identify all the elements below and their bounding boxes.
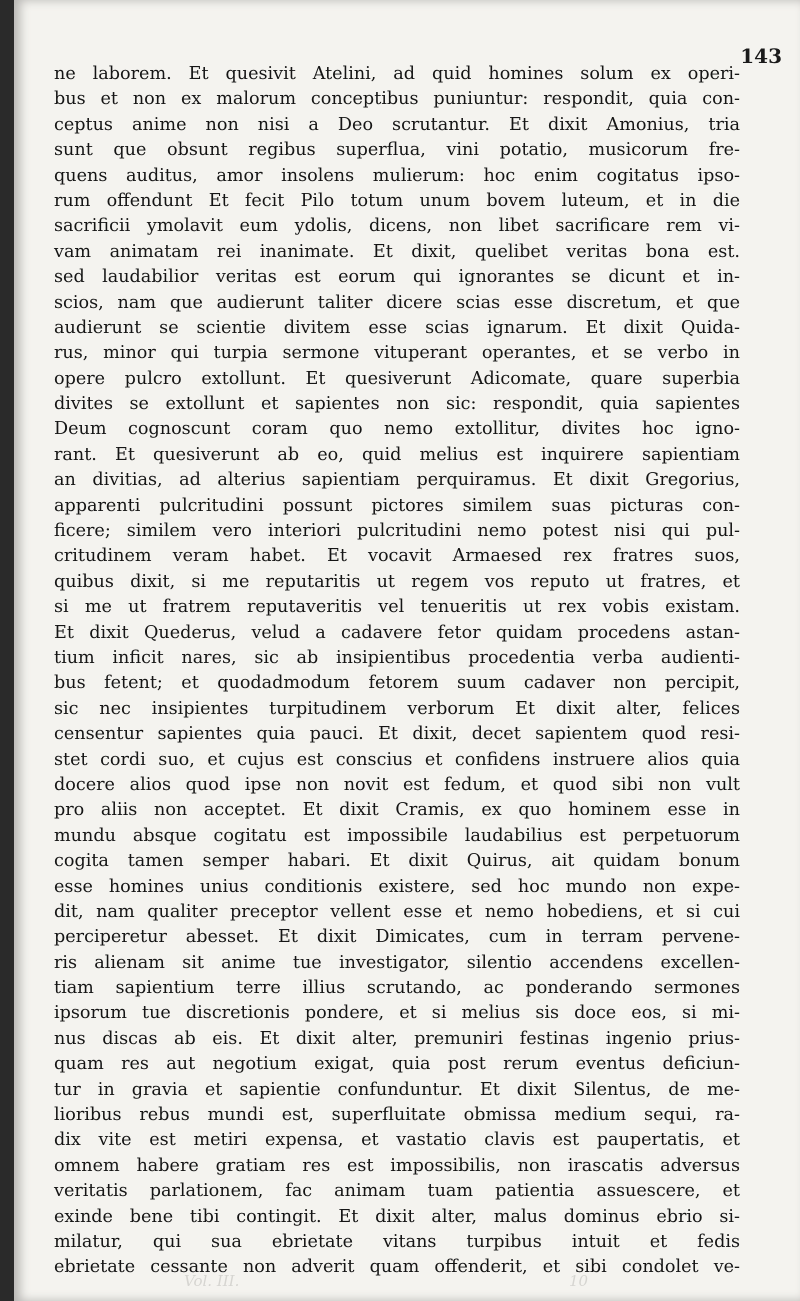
text-line: audierunt se scientie divitem esse scias ignarum. Et dixit Quida- [54, 317, 740, 338]
text-line: sunt que obsunt regibus superflua, vini potatio, musicorum fre- [54, 140, 740, 161]
text-line: veritatis parlationem, fac animam tuam patientia assuescere, et [54, 1181, 740, 1202]
body-text [54, 62, 740, 1281]
text-line: milatur, qui sua ebrietate vitans turpibus intuit et fedis [54, 1231, 740, 1252]
text-line: perciperetur abesset. Et dixit Dimicates, cum in terram pervene- [54, 927, 740, 948]
text-line: quam res aut negotium exigat, quia post rerum eventus deficiun- [54, 1054, 740, 1075]
text-line: tur in gravia et sapientie confunduntur. Et dixit Silentus, de me- [54, 1079, 740, 1100]
text-line: quens auditus, amor insolens mulierum: hoc enim cogitatus ipso- [54, 165, 740, 186]
text-line: bus et non ex malorum conceptibus puniuntur: respondit, quia con- [54, 89, 740, 110]
text-line: ris alienam sit anime tue investigator, silentio accendens excellen- [54, 952, 740, 973]
page-number: 143 [740, 44, 782, 68]
text-line: an divitias, ad alterius sapientiam perquiramus. Et dixit Gregorius, [54, 470, 740, 491]
text-line: quibus dixit, si me reputaritis ut regem vos reputo ut fratres, et [54, 571, 740, 592]
text-line: omnem habere gratiam res est impossibilis, non irascatis adversus [54, 1155, 740, 1176]
text-line: ficere; similem vero interiori pulcritudini nemo potest nisi qui pul- [54, 521, 740, 542]
footer-signature-right: 10 [569, 1272, 589, 1290]
text-line: divites se extollunt et sapientes non sic: respondit, quia sapientes [54, 394, 740, 415]
text-line: bus fetent; et quodadmodum fetorem suum cadaver non percipit, [54, 673, 740, 694]
text-line: ceptus anime non nisi a Deo scrutantur. Et dixit Amonius, tria [54, 114, 740, 135]
text-line: nus discas ab eis. Et dixit alter, premuniri festinas ingenio prius- [54, 1028, 740, 1049]
text-line: cogita tamen semper habari. Et dixit Quirus, ait quidam bonum [54, 851, 740, 872]
text-line: scios, nam que audierunt taliter dicere scias esse discretum, et que [54, 292, 740, 313]
text-line: opere pulcro extollunt. Et quesiverunt Adicomate, quare superbia [54, 368, 740, 389]
text-line: rant. Et quesiverunt ab eo, quid melius est inquirere sapientiam [54, 444, 740, 465]
text-line: ebrietate cessante non adverit quam offenderit, et sibi condolet ve- [54, 1257, 740, 1278]
text-line: sacrificii ymolavit eum ydolis, dicens, non libet sacrificare rem vi- [54, 216, 740, 237]
text-line: ipsorum tue discretionis pondere, et si melius sis doce eos, si mi- [54, 1003, 740, 1024]
text-line: Deum cognoscunt coram quo nemo extollitur, divites hoc igno- [54, 419, 740, 440]
text-line: lioribus rebus mundi est, superfluitate obmissa medium sequi, ra- [54, 1105, 740, 1126]
book-page [14, 0, 800, 1301]
text-line: apparenti pulcritudini possunt pictores similem suas picturas con- [54, 495, 740, 516]
text-line: Et dixit Quederus, velud a cadavere fetor quidam procedens astan- [54, 622, 740, 643]
text-line: rus, minor qui turpia sermone vituperant operantes, et se verbo in [54, 343, 740, 364]
text-line: sic nec insipientes turpitudinem verborum Et dixit alter, felices [54, 698, 740, 719]
text-line: vam animatam rei inanimate. Et dixit, quelibet veritas bona est. [54, 241, 740, 262]
text-line: pro aliis non acceptet. Et dixit Cramis, ex quo hominem esse in [54, 800, 740, 821]
text-line: sed laudabilior veritas est eorum qui ignorantes se dicunt et in- [54, 267, 740, 288]
text-line: si me ut fratrem reputaveritis vel tenueritis ut rex vobis existam. [54, 597, 740, 618]
text-line: critudinem veram habet. Et vocavit Armaesed rex fratres suos, [54, 546, 740, 567]
footer-signature-left: Vol. III. [184, 1272, 240, 1290]
text-line: tium inficit nares, sic ab insipientibus procedentia verba audienti- [54, 647, 740, 668]
text-line: rum offendunt Et fecit Pilo totum unum bovem luteum, et in die [54, 190, 740, 211]
text-line: dit, nam qualiter preceptor vellent esse et nemo hobediens, et si cui [54, 901, 740, 922]
text-line: esse homines unius conditionis existere, sed hoc mundo non expe- [54, 876, 740, 897]
text-line: censentur sapientes quia pauci. Et dixit, decet sapientem quod resi- [54, 724, 740, 745]
text-line: docere alios quod ipse non novit est fedum, et quod sibi non vult [54, 774, 740, 795]
text-line: stet cordi suo, et cujus est conscius et confidens instruere alios quia [54, 749, 740, 770]
text-line: mundu absque cogitatu est impossibile laudabilius est perpetuorum [54, 825, 740, 846]
text-line: dix vite est metiri expensa, et vastatio clavis est paupertatis, et [54, 1130, 740, 1151]
text-line: ne laborem. Et quesivit Atelini, ad quid homines solum ex operi- [54, 64, 740, 84]
text-line: tiam sapientium terre illius scrutando, ac ponderando sermones [54, 978, 740, 999]
text-line: exinde bene tibi contingit. Et dixit alter, malus dominus ebrio si- [54, 1206, 740, 1227]
